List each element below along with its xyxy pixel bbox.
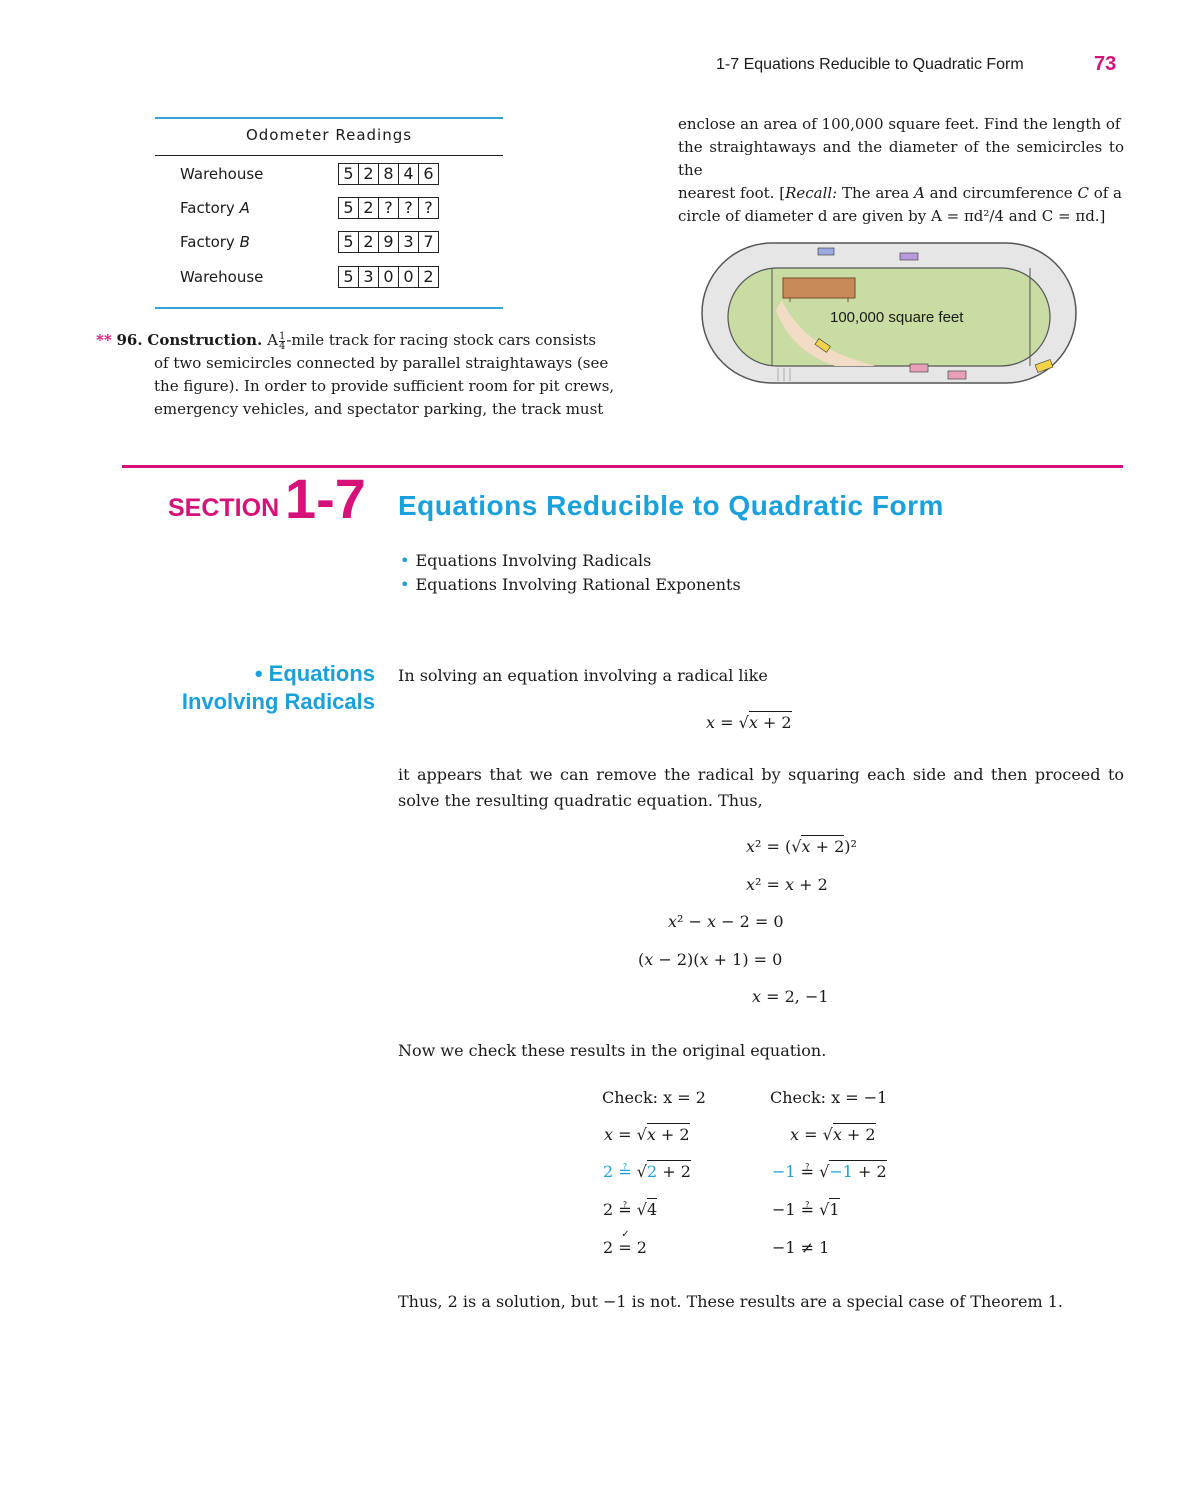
problem-text: -mile track for racing stock cars consists [286, 331, 597, 349]
check-step: x = √x + 2 [790, 1125, 876, 1144]
problem-text: emergency vehicles, and spectator parking, the track must [154, 400, 604, 418]
equation-step: x² = x + 2 [746, 875, 828, 894]
section-title: Equations Reducible to Quadratic Form [398, 490, 944, 521]
problem-text: the figure). In order to provide sufficient room for pit crews, [154, 377, 615, 395]
digit: 2 [359, 164, 379, 184]
digit: 6 [423, 164, 434, 183]
problem-96 [96, 329, 615, 421]
digit: 2 [359, 198, 379, 218]
digit: 3 [359, 267, 379, 287]
paragraph-conclusion: Thus, 2 is a solution, but −1 is not. These results are a special case of Theorem 1. [398, 1292, 1063, 1311]
race-car-icon [900, 253, 918, 260]
digit: ? [379, 198, 399, 218]
race-car-icon [818, 248, 834, 255]
area-label: 100,000 square feet [830, 309, 964, 326]
race-track-figure [700, 240, 1080, 385]
check-step: 2 ≟ √2 + 2 [603, 1162, 691, 1181]
check-step: 2 ≟ √4 [603, 1200, 658, 1219]
paragraph-squaring: it appears that we can remove the radical by squaring each side and then proceed to solve the resulting quadratic equation. Thus, [398, 765, 1124, 810]
problem-number: 96. [116, 331, 143, 349]
text: and circumference [924, 184, 1078, 202]
problem-text: enclose an area of 100,000 square feet. Find the length of [678, 115, 1121, 133]
odometer-digits [338, 266, 439, 288]
topic-item [400, 575, 741, 594]
section-number: 1-7 [285, 467, 366, 530]
race-car-icon [948, 371, 966, 379]
row-label: Warehouse [180, 268, 264, 286]
check-left-title: Check: x = 2 [602, 1088, 706, 1107]
equation-step: x = 2, −1 [752, 987, 829, 1006]
heading-line: Involving Radicals [181, 689, 375, 714]
fraction-numerator: 1 [278, 330, 286, 342]
table-title: Odometer Readings [245, 126, 413, 144]
digit: 9 [379, 232, 399, 252]
recall-label: Recall: [785, 184, 838, 202]
problem-text [678, 182, 1124, 205]
digit: 0 [399, 267, 419, 287]
digit: 7 [423, 232, 434, 251]
page-number: 73 [1094, 53, 1117, 75]
table-row [180, 231, 460, 253]
check-step: −1 ≟ √−1 + 2 [772, 1162, 887, 1181]
section-word: SECTION [168, 494, 280, 522]
variable: C [1077, 184, 1089, 202]
table-row [180, 163, 460, 185]
odometer-digits [338, 231, 439, 253]
problem-heading: Construction. [147, 331, 263, 349]
check-step: x = √x + 2 [604, 1125, 690, 1144]
problem-text: A [267, 331, 278, 349]
row-label: Factory B [180, 233, 250, 251]
row-label: Factory A [180, 199, 250, 217]
digit: 5 [339, 198, 359, 218]
topic-label: Equations Involving Radicals [415, 551, 652, 570]
equation-step: x² − x − 2 = 0 [668, 912, 784, 931]
text: of a [1088, 184, 1122, 202]
subsection-heading [140, 660, 375, 716]
race-car-icon [910, 364, 928, 372]
text: nearest foot. [ [678, 184, 786, 202]
table-row [180, 266, 460, 288]
grandstand [783, 278, 855, 298]
check-step: −1 ≠ 1 [772, 1238, 830, 1257]
bullet-icon: • [400, 551, 410, 570]
equation-step: x² = (√x + 2)² [746, 837, 857, 856]
fraction-denominator: 4 [278, 340, 286, 352]
running-title: 1-7 Equations Reducible to Quadratic Form [716, 56, 1024, 73]
problem-text: of two semicircles connected by parallel straightaways (see [154, 354, 609, 372]
topic-item [400, 551, 651, 570]
digit: 4 [399, 164, 419, 184]
digit: 5 [339, 232, 359, 252]
problem-text: the straightaways and the diameter of the semicircles to the [678, 138, 1124, 179]
digit: 3 [399, 232, 419, 252]
topic-label: Equations Involving Rational Exponents [415, 575, 741, 594]
check-step: 2 = ✓ 2 [603, 1229, 647, 1257]
equation-step: (x − 2)(x + 1) = 0 [638, 950, 783, 969]
fraction [279, 332, 285, 351]
digit: ? [399, 198, 419, 218]
digit: 5 [339, 164, 359, 184]
variable: A [914, 184, 925, 202]
difficulty-stars: ** [96, 331, 112, 349]
section-rule [122, 465, 1123, 468]
check-right-title: Check: x = −1 [770, 1088, 888, 1107]
table-header-rule [155, 155, 503, 156]
digit: 0 [379, 267, 399, 287]
digit: 2 [359, 232, 379, 252]
digit: 5 [339, 267, 359, 287]
table-top-rule [155, 117, 503, 119]
problem-text: circle of diameter d are given by A = πd²/4 and C = πd.] [678, 207, 1106, 225]
table-row [180, 197, 460, 219]
heading-line: • Equations [254, 661, 375, 686]
table-bottom-rule [155, 307, 503, 309]
digit: 2 [423, 267, 434, 286]
odometer-digits [338, 197, 439, 219]
equation-radical: x = √x + 2 [706, 713, 792, 732]
odometer-digits [338, 163, 439, 185]
paragraph-check: Now we check these results in the original equation. [398, 1041, 827, 1060]
check-step: −1 ≟ √1 [772, 1200, 840, 1219]
paragraph-intro: In solving an equation involving a radical like [398, 666, 768, 685]
digit: ? [424, 198, 433, 217]
digit: 8 [379, 164, 399, 184]
problem-continuation [678, 113, 1124, 228]
row-label: Warehouse [180, 165, 264, 183]
text: The area [837, 184, 915, 202]
bullet-icon: • [400, 575, 410, 594]
